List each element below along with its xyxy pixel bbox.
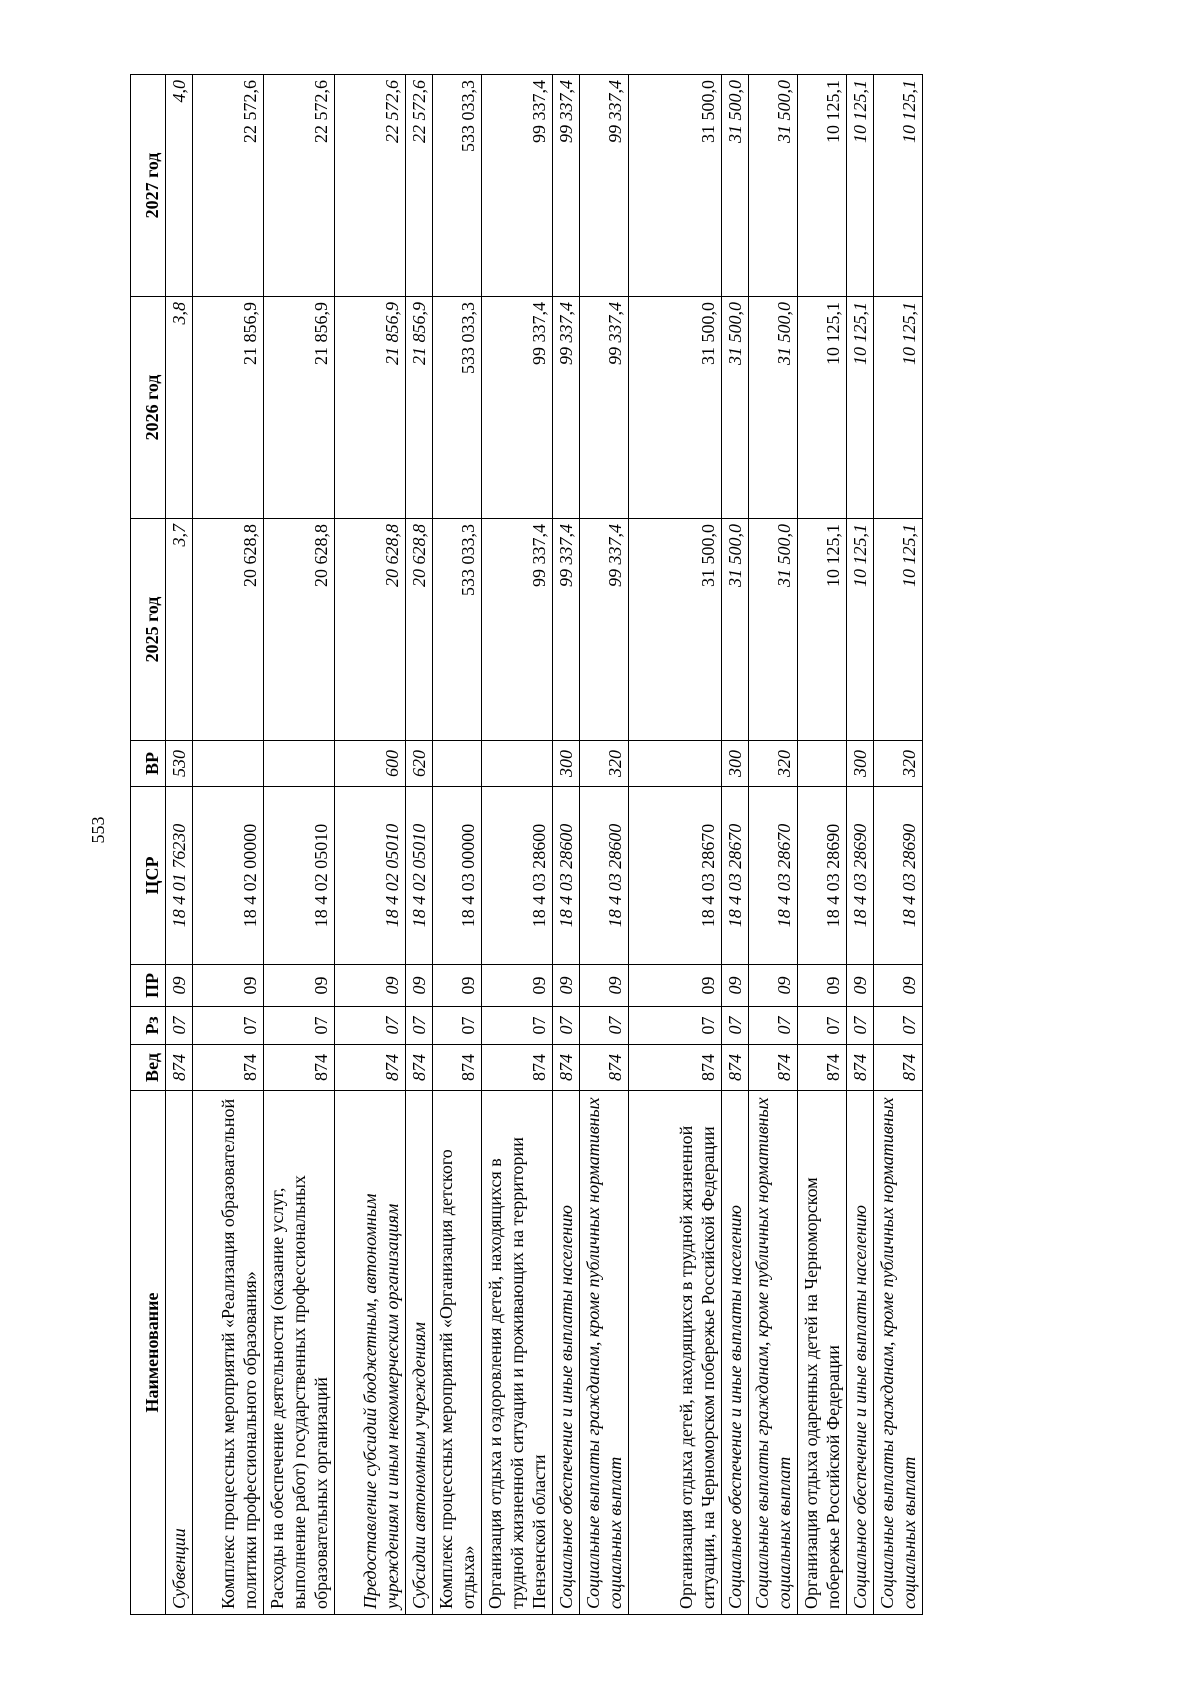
row-ved: 874 [482,1045,553,1091]
page-number: 553 [88,816,108,844]
row-name: Комплекс процессных мероприятий «Организация детского отдыха» [433,1091,482,1615]
row-2027: 31 500,0 [722,75,749,297]
row-ved: 874 [629,1045,722,1091]
row-ved: 874 [874,1045,923,1091]
row-2027: 99 337,4 [580,75,629,297]
header-rz: Рз [131,1007,166,1045]
row-2027: 10 125,1 [847,75,874,297]
row-2027: 99 337,4 [482,75,553,297]
table-row [433,75,482,1615]
row-csr: 18 4 02 00000 [193,787,264,965]
row-2026: 21 856,9 [193,297,264,519]
row-ved: 874 [166,1045,193,1091]
row-ved: 874 [553,1045,580,1091]
row-2027: 31 500,0 [749,75,798,297]
row-2026: 99 337,4 [553,297,580,519]
row-csr: 18 4 03 28690 [874,787,923,965]
row-csr: 18 4 03 28670 [722,787,749,965]
row-2025: 31 500,0 [629,519,722,741]
row-pr: 09 [722,965,749,1007]
row-name: Социальное обеспечение и иные выплаты населению [553,1091,580,1615]
row-2027: 4,0 [166,75,193,297]
row-2025: 3,7 [166,519,193,741]
row-name: Субсидии автономным учреждениям [406,1091,433,1615]
row-name: Субвенции [166,1091,193,1615]
row-2027: 31 500,0 [629,75,722,297]
table-row [406,75,433,1615]
row-vr [193,741,264,787]
row-csr: 18 4 03 28670 [629,787,722,965]
row-name: Комплекс процессных мероприятий «Реализация образовательной политики профессионального образования» [193,1091,264,1615]
row-ved: 874 [749,1045,798,1091]
row-ved: 874 [580,1045,629,1091]
row-vr [629,741,722,787]
header-pr: ПР [131,965,166,1007]
row-2025: 20 628,8 [406,519,433,741]
row-2025: 20 628,8 [335,519,406,741]
row-rz: 07 [749,1007,798,1045]
row-name: Социальное обеспечение и иные выплаты населению [847,1091,874,1615]
row-rz: 07 [166,1007,193,1045]
row-2025: 99 337,4 [482,519,553,741]
row-pr: 09 [264,965,335,1007]
row-pr: 09 [433,965,482,1007]
header-2027: 2027 год [131,75,166,297]
header-2026: 2026 год [131,297,166,519]
row-vr [798,741,847,787]
row-2026: 31 500,0 [629,297,722,519]
table-row [193,75,264,1615]
header-name: Наименование [131,1091,166,1615]
row-2027: 533 033,3 [433,75,482,297]
header-ved: Вед [131,1045,166,1091]
row-vr: 600 [335,741,406,787]
row-name: Социальные выплаты гражданам, кроме публичных нормативных социальных выплат [874,1091,923,1615]
table-row [553,75,580,1615]
row-vr: 300 [722,741,749,787]
row-2025: 533 033,3 [433,519,482,741]
row-vr: 300 [553,741,580,787]
budget-table [130,74,923,1615]
row-vr: 530 [166,741,193,787]
row-2026: 21 856,9 [335,297,406,519]
header-2025: 2025 год [131,519,166,741]
row-2027: 22 572,6 [193,75,264,297]
row-rz: 07 [406,1007,433,1045]
row-csr: 18 4 02 05010 [264,787,335,965]
row-ved: 874 [847,1045,874,1091]
header-csr: ЦСР [131,787,166,965]
row-csr: 18 4 03 28670 [749,787,798,965]
row-2026: 3,8 [166,297,193,519]
row-2026: 31 500,0 [722,297,749,519]
row-rz: 07 [847,1007,874,1045]
table-row [798,75,847,1615]
row-vr: 320 [874,741,923,787]
row-name: Социальное обеспечение и иные выплаты населению [722,1091,749,1615]
row-ved: 874 [722,1045,749,1091]
table-header-row [131,75,166,1615]
row-pr: 09 [629,965,722,1007]
row-2026: 10 125,1 [798,297,847,519]
row-name: Организация отдыха детей, находящихся в трудной жизненной ситуации, на Черноморском побережье Российской Федерации [629,1091,722,1615]
row-2025: 99 337,4 [580,519,629,741]
row-csr: 18 4 03 28600 [482,787,553,965]
row-vr: 320 [749,741,798,787]
table-row [722,75,749,1615]
row-2026: 21 856,9 [264,297,335,519]
row-vr: 320 [580,741,629,787]
row-2025: 10 125,1 [847,519,874,741]
row-vr [482,741,553,787]
row-rz: 07 [553,1007,580,1045]
table-row [749,75,798,1615]
row-2026: 99 337,4 [482,297,553,519]
row-pr: 09 [580,965,629,1007]
row-name: Социальные выплаты гражданам, кроме публичных нормативных социальных выплат [749,1091,798,1615]
row-name: Предоставление субсидий бюджетным, автономным учреждениям и иным некоммерческим организациям [335,1091,406,1615]
row-name: Организация отдыха одаренных детей на Черноморском побережье Российской Федерации [798,1091,847,1615]
row-csr: 18 4 03 28690 [847,787,874,965]
row-2025: 10 125,1 [798,519,847,741]
row-2026: 10 125,1 [874,297,923,519]
table-row [580,75,629,1615]
row-csr: 18 4 03 28600 [580,787,629,965]
row-2026: 99 337,4 [580,297,629,519]
row-rz: 07 [722,1007,749,1045]
row-csr: 18 4 03 28690 [798,787,847,965]
row-2025: 20 628,8 [193,519,264,741]
row-vr: 300 [847,741,874,787]
row-csr: 18 4 03 00000 [433,787,482,965]
row-ved: 874 [798,1045,847,1091]
table-row [629,75,722,1615]
row-2025: 10 125,1 [874,519,923,741]
row-rz: 07 [335,1007,406,1045]
row-2025: 99 337,4 [553,519,580,741]
row-pr: 09 [847,965,874,1007]
row-2027: 22 572,6 [264,75,335,297]
row-ved: 874 [406,1045,433,1091]
row-pr: 09 [798,965,847,1007]
table-row [847,75,874,1615]
row-2026: 21 856,9 [406,297,433,519]
row-name: Организация отдыха и оздоровления детей, находящихся в трудной жизненной ситуации и проживающих на территории Пензенской области [482,1091,553,1615]
row-pr: 09 [335,965,406,1007]
row-2025: 31 500,0 [749,519,798,741]
row-2027: 10 125,1 [798,75,847,297]
row-pr: 09 [874,965,923,1007]
row-name: Социальные выплаты гражданам, кроме публичных нормативных социальных выплат [580,1091,629,1615]
row-pr: 09 [553,965,580,1007]
row-rz: 07 [629,1007,722,1045]
header-vr: ВР [131,741,166,787]
row-2026: 31 500,0 [749,297,798,519]
row-rz: 07 [874,1007,923,1045]
row-csr: 18 4 01 76230 [166,787,193,965]
row-rz: 07 [482,1007,553,1045]
row-rz: 07 [264,1007,335,1045]
table-row [335,75,406,1615]
row-csr: 18 4 02 05010 [406,787,433,965]
row-pr: 09 [166,965,193,1007]
table-row [482,75,553,1615]
row-2025: 31 500,0 [722,519,749,741]
row-ved: 874 [335,1045,406,1091]
row-pr: 09 [406,965,433,1007]
row-2026: 533 033,3 [433,297,482,519]
row-2027: 22 572,6 [335,75,406,297]
row-2027: 10 125,1 [874,75,923,297]
row-rz: 07 [433,1007,482,1045]
table-row [166,75,193,1615]
row-vr: 620 [406,741,433,787]
row-pr: 09 [482,965,553,1007]
row-ved: 874 [433,1045,482,1091]
row-rz: 07 [798,1007,847,1045]
row-pr: 09 [193,965,264,1007]
row-2027: 22 572,6 [406,75,433,297]
row-vr [433,741,482,787]
row-csr: 18 4 03 28600 [553,787,580,965]
row-2026: 10 125,1 [847,297,874,519]
row-vr [264,741,335,787]
row-csr: 18 4 02 05010 [335,787,406,965]
row-ved: 874 [193,1045,264,1091]
row-pr: 09 [749,965,798,1007]
row-name: Расходы на обеспечение деятельности (оказание услуг, выполнение работ) государственных профессиональных образовательных организаций [264,1091,335,1615]
row-2027: 99 337,4 [553,75,580,297]
rotated-table-wrapper [130,75,1010,1615]
table-row [874,75,923,1615]
row-2025: 20 628,8 [264,519,335,741]
row-rz: 07 [193,1007,264,1045]
row-ved: 874 [264,1045,335,1091]
row-rz: 07 [580,1007,629,1045]
table-row [264,75,335,1615]
